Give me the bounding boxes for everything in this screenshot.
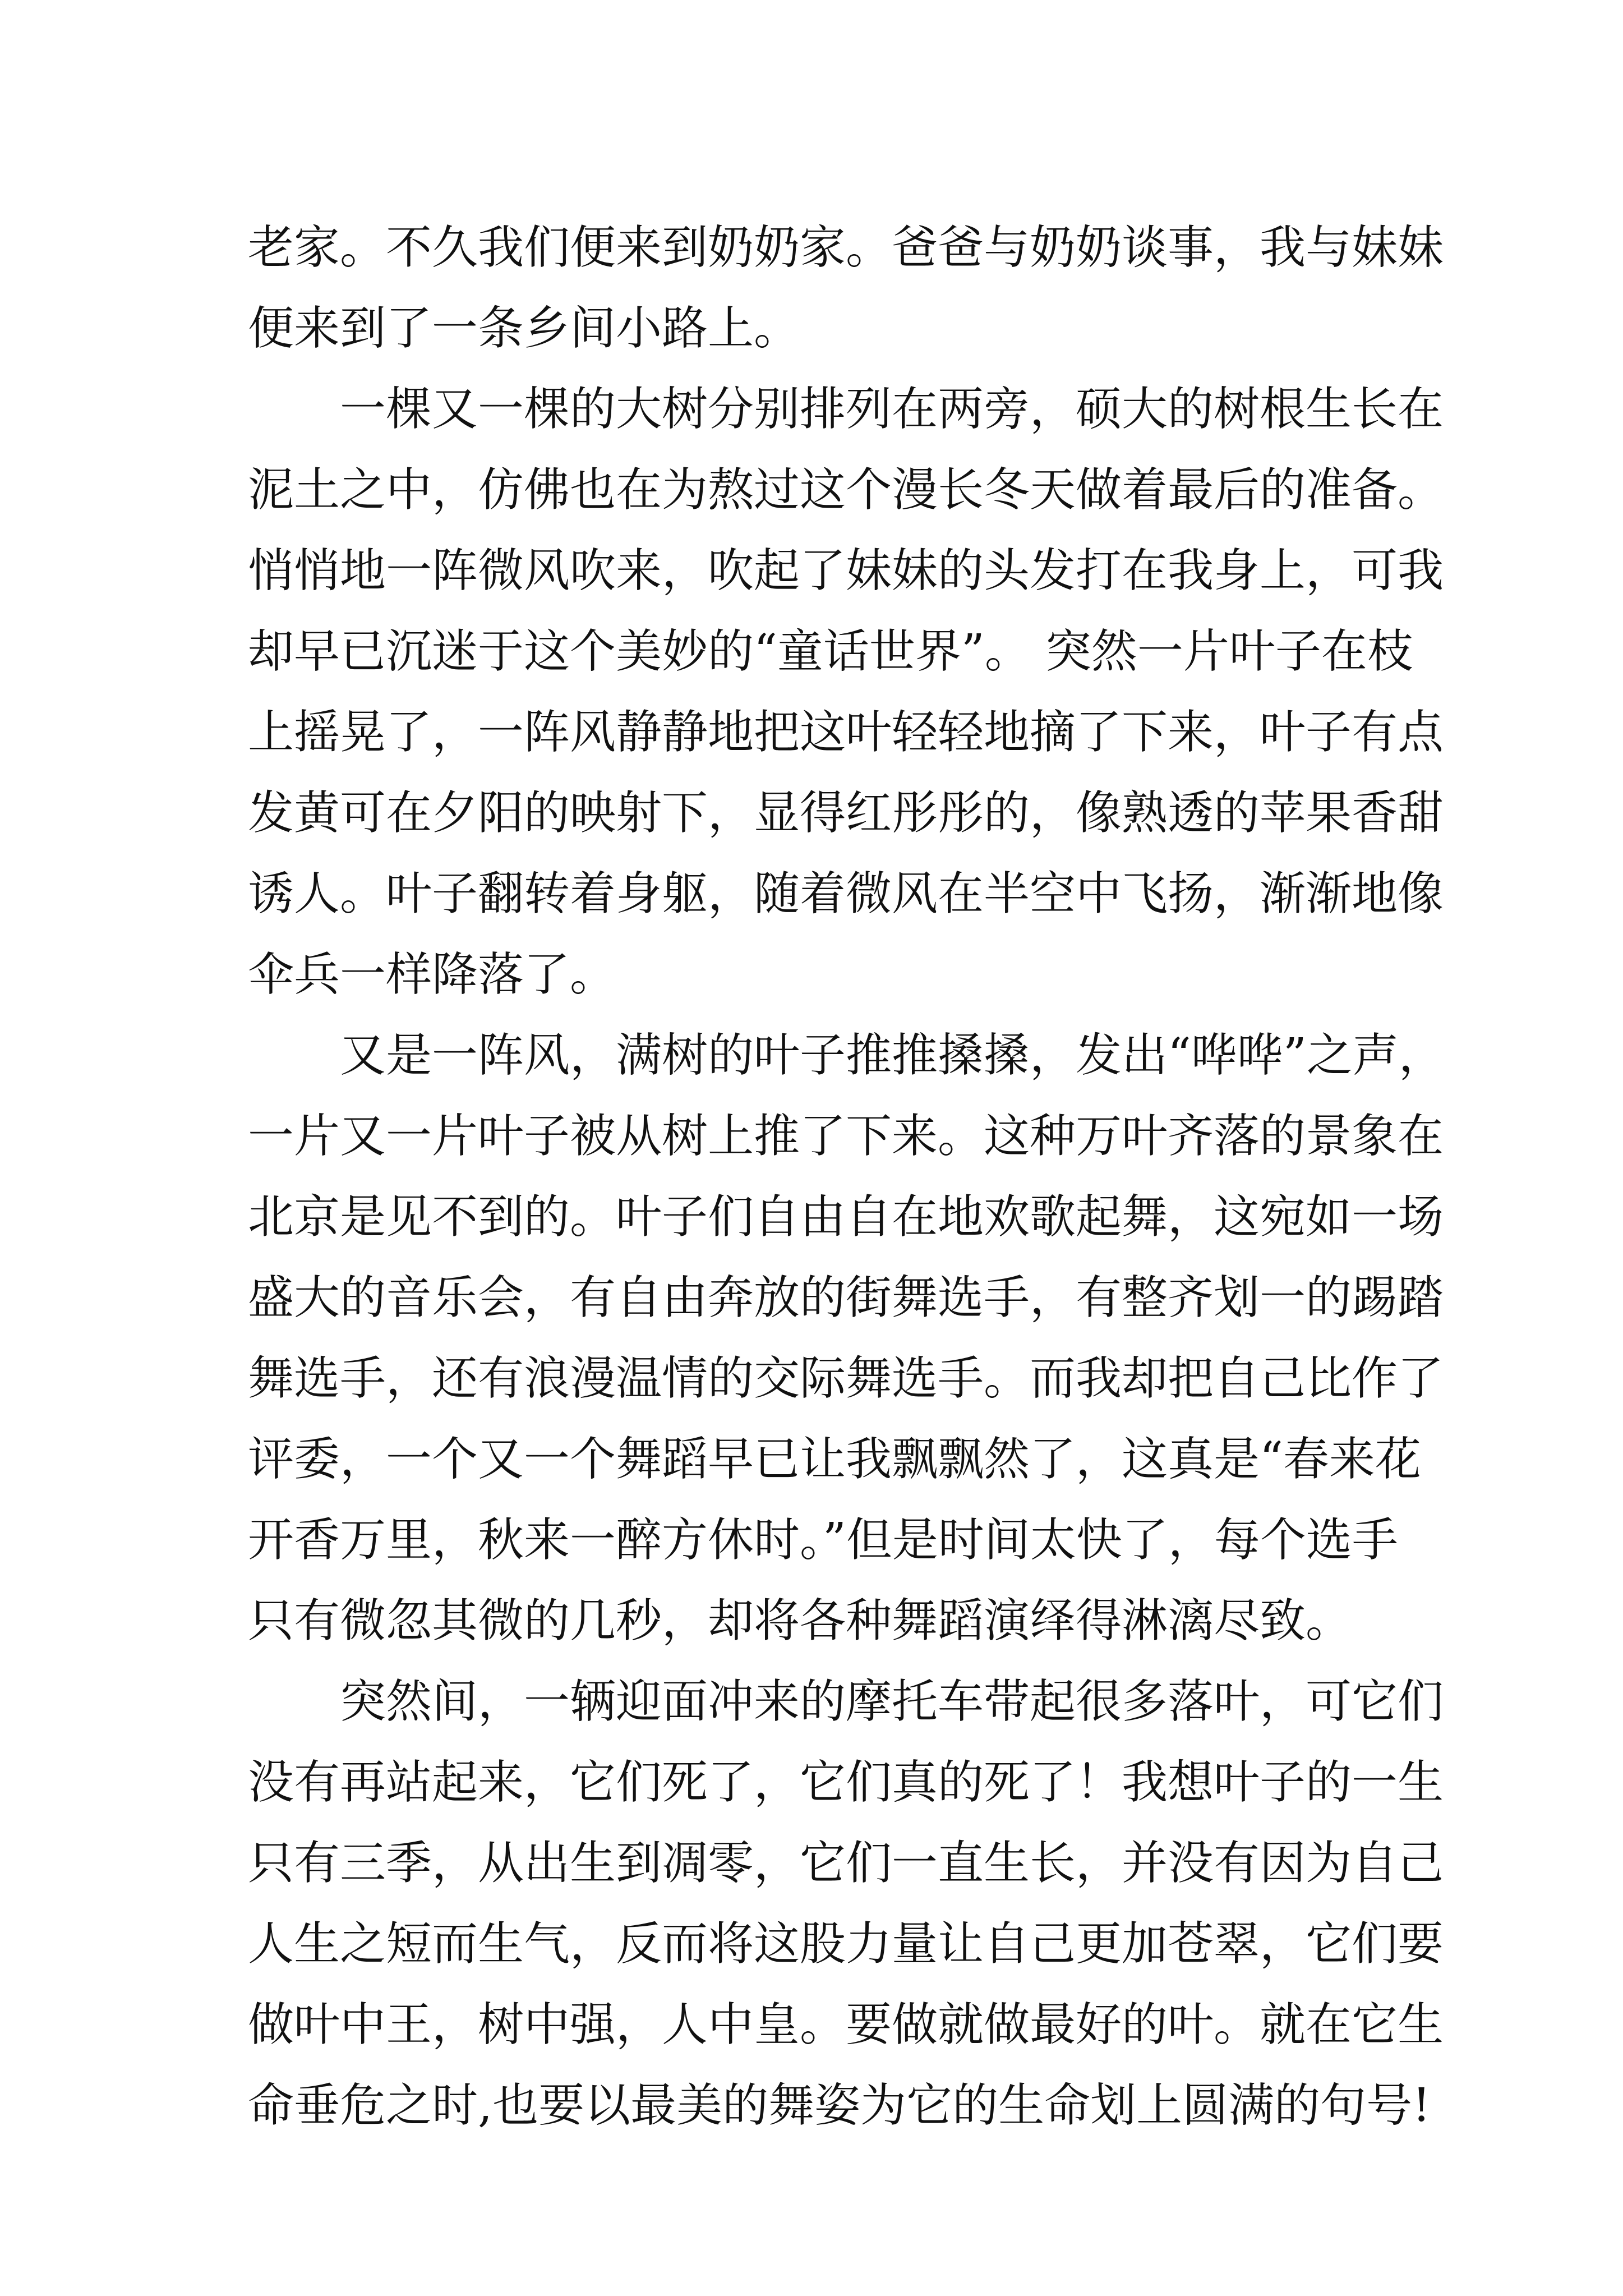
text-line: 悄悄地一阵微风吹来，吹起了妹妹的头发打在我身上，可我 [248,544,1444,597]
text-line: 命垂危之时,也要以最美的舞姿为它的生命划上圆满的句号! [248,2079,1431,2132]
text-line: 突然间，一辆迎面冲来的摩托车带起很多落叶，可它们 [248,1675,1444,1728]
text-line: 舞选手，还有浪漫温情的交际舞选手。而我却把自己比作了 [248,1352,1444,1405]
text-line: 一棵又一棵的大树分别排列在两旁，硕大的树根生长在 [248,383,1444,436]
text-line: 只有三季，从出生到凋零，它们一直生长，并没有因为自己 [248,1837,1444,1890]
text-line: 盛大的音乐会，有自由奔放的街舞选手，有整齐划一的踢踏 [248,1271,1444,1324]
text-line: 老家。不久我们便来到奶奶家。爸爸与奶奶谈事，我与妹妹 [248,221,1444,274]
text-line: 发黄可在夕阳的映射下，显得红彤彤的，像熟透的苹果香甜 [248,786,1444,840]
text-line: 泥土之中，仿佛也在为熬过这个漫长冬天做着最后的准备。 [248,463,1444,517]
text-line: 评委，一个又一个舞蹈早已让我飘飘然了，这真是“春来花 [248,1433,1421,1486]
text-line: 便来到了一条乡间小路上。 [248,302,800,355]
text-line: 北京是见不到的。叶子们自由自在地欢歌起舞，这宛如一场 [248,1190,1444,1244]
text-line: 没有再站起来，它们死了，它们真的死了！我想叶子的一生 [248,1756,1444,1809]
text-line: 一片又一片叶子被从树上推了下来。这种万叶齐落的景象在 [248,1110,1444,1163]
essay-text [248,208,1445,2146]
text-line: 做叶中王，树中强，人中皇。要做就做最好的叶。就在它生 [248,1998,1444,2051]
text-line: 却早已沉迷于这个美妙的“童话世界”。 突然一片叶子在枝 [248,625,1413,678]
text-line: 上摇晃了，一阵风静静地把这叶轻轻地摘了下来，叶子有点 [248,706,1444,759]
text-line: 只有微忽其微的几秒，却将各种舞蹈演绎得淋漓尽致。 [248,1594,1352,1648]
text-line: 人生之短而生气，反而将这股力量让自己更加苍翠，它们要 [248,1917,1444,1971]
text-line: 伞兵一样降落了。 [248,948,616,1001]
text-line: 开香万里，秋来一醉方休时。”但是时间太快了，每个选手 [248,1513,1398,1567]
text-line: 又是一阵风，满树的叶子推推搡搡，发出“哗哗”之声， [248,1029,1445,1082]
text-line: 诱人。叶子翻转着身躯，随着微风在半空中飞扬，渐渐地像 [248,867,1444,921]
